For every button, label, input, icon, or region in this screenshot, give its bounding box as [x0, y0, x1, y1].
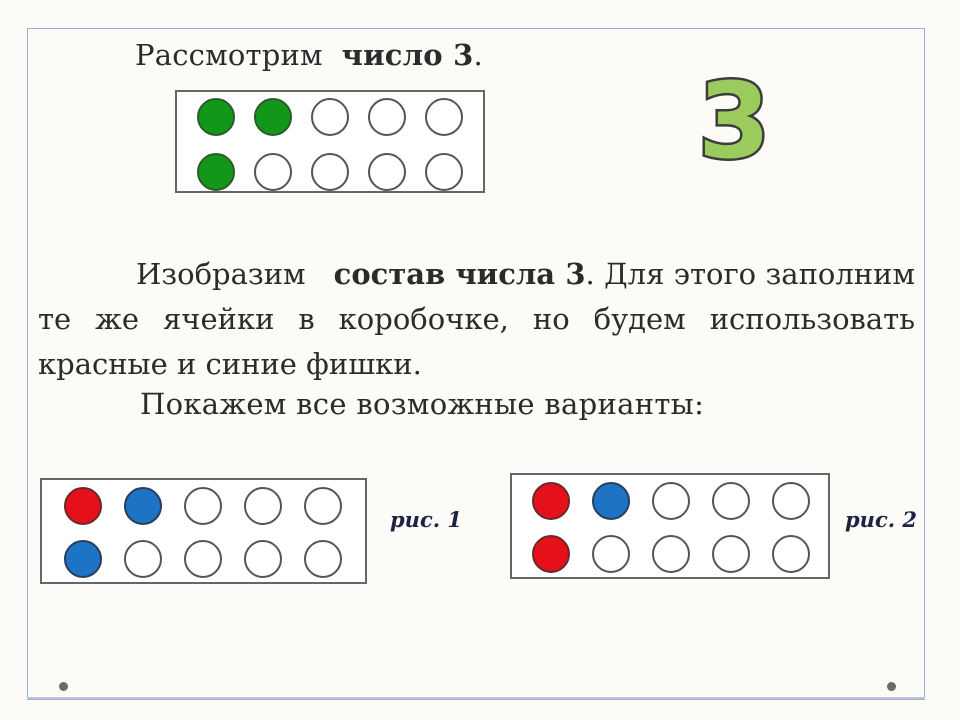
empty-cell [184, 540, 222, 578]
ten-frame-fig1 [40, 478, 367, 584]
red-chip [64, 487, 102, 525]
heading-prefix: Рассмотрим [135, 38, 323, 72]
green-chip [197, 153, 235, 191]
slide-bottom-line [27, 697, 925, 699]
empty-cell [712, 482, 750, 520]
empty-cell [368, 98, 406, 136]
corner-dot-left [59, 682, 68, 691]
empty-cell [254, 153, 292, 191]
empty-cell [311, 98, 349, 136]
empty-cell [652, 482, 690, 520]
empty-cell [244, 540, 282, 578]
caption-fig2: рис. 2 [845, 507, 917, 532]
paragraph-part2: . Для этого заполним те же ячейки в коробочке, но будем использовать красные и синие фишки. [38, 257, 915, 381]
empty-cell [304, 487, 342, 525]
empty-cell [712, 535, 750, 573]
blue-chip [124, 487, 162, 525]
empty-cell [311, 153, 349, 191]
red-chip [532, 535, 570, 573]
heading-suffix: . [473, 38, 483, 72]
empty-cell [652, 535, 690, 573]
empty-cell [368, 153, 406, 191]
paragraph-last-line: Покажем все возможные варианты: [140, 387, 705, 421]
empty-cell [244, 487, 282, 525]
empty-cell [124, 540, 162, 578]
ten-frame-example [175, 90, 485, 193]
paragraph [38, 252, 915, 387]
paragraph-bold: состав числа 3 [333, 257, 586, 291]
empty-cell [425, 98, 463, 136]
empty-cell [772, 482, 810, 520]
empty-cell [425, 153, 463, 191]
heading-bold: число 3 [341, 38, 474, 72]
slide-heading [135, 38, 483, 72]
digit-three-picture: 3 [698, 60, 771, 182]
green-chip [197, 98, 235, 136]
paragraph-part1: Изобразим [136, 257, 306, 291]
ten-frame-fig2 [510, 473, 830, 579]
blue-chip [64, 540, 102, 578]
empty-cell [304, 540, 342, 578]
red-chip [532, 482, 570, 520]
empty-cell [592, 535, 630, 573]
caption-fig1: рис. 1 [390, 507, 462, 532]
empty-cell [772, 535, 810, 573]
empty-cell [184, 487, 222, 525]
corner-dot-right [887, 682, 896, 691]
green-chip [254, 98, 292, 136]
blue-chip [592, 482, 630, 520]
